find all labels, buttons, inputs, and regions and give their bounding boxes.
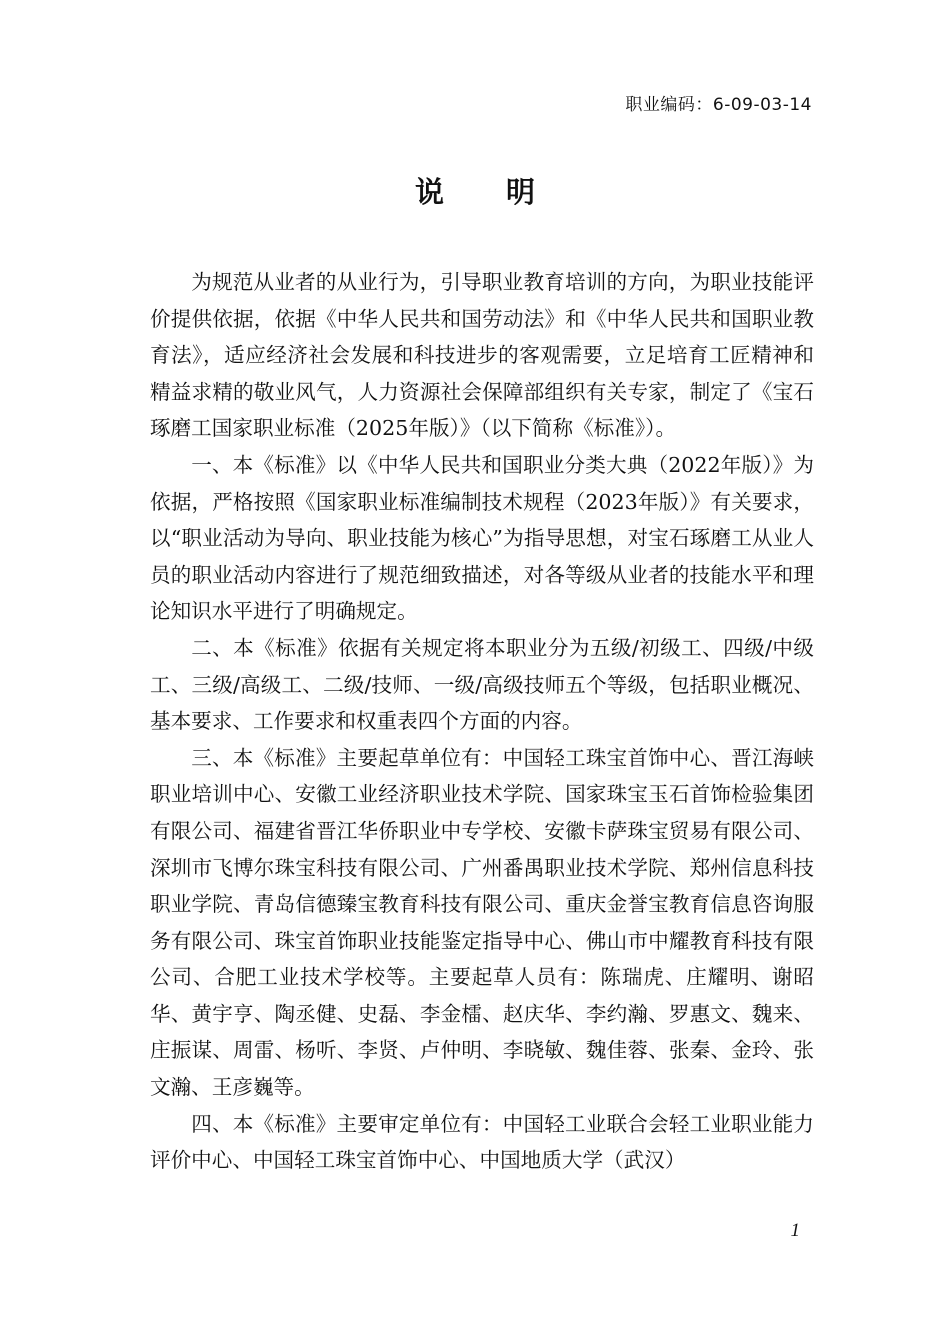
occupation-code: 职业编码：6-09-03-14 xyxy=(625,95,812,115)
page-title: 说明 xyxy=(414,175,597,209)
paragraph-four: 四、本《标准》主要审定单位有：中国轻工业联合会轻工业职业能力评价中心、中国轻工珠宝首饰中心、中国地质大学（武汉） xyxy=(150,1111,814,1173)
paragraph-two: 二、本《标准》依据有关规定将本职业分为五级/初级工、四级/中级工、三级/高级工、二级/技师、一级/高级技师五个等级，包括职业概况、基本要求、工作要求和权重表四个方面的内容。 xyxy=(150,635,814,734)
paragraph-one: 一、本《标准》以《中华人民共和国职业分类大典（2022年版）》为依据，严格按照《国家职业标准编制技术规程（2023年版）》有关要求，以“职业活动为导向、职业技能为核心”为指导思想，对宝石琢磨工从业人员的职业活动内容进行了规范细致描述，对各等级从业者的技能水平和理论知识水平进行了明确规定。 xyxy=(150,452,814,624)
body-text xyxy=(150,264,814,1179)
page-number: 1 xyxy=(790,1220,800,1241)
intro-paragraph: 为规范从业者的从业行为，引导职业教育培训的方向，为职业技能评价提供依据，依据《中华人民共和国劳动法》和《中华人民共和国职业教育法》，适应经济社会发展和科技进步的客观需要，立足培育工匠精神和精益求精的敬业风气，人力资源社会保障部组织有关专家，制定了《宝石琢磨工国家职业标准（2025年版）》（以下简称《标准》）。 xyxy=(150,270,814,441)
paragraph-three: 三、本《标准》主要起草单位有：中国轻工珠宝首饰中心、晋江海峡职业培训中心、安徽工业经济职业技术学院、国家珠宝玉石首饰检验集团有限公司、福建省晋江华侨职业中专学校、安徽卡萨珠宝贸易有限公司、深圳市飞博尔珠宝科技有限公司、广州番禺职业技术学院、郑州信息科技职业学院、青岛信德臻宝教育科技有限公司、重庆金誉宝教育信息咨询服务有限公司、珠宝首饰职业技能鉴定指导中心、佛山市中耀教育科技有限公司、合肥工业技术学校等。主要起草人员有：陈瑞虎、庄耀明、谢昭华、黄宇亨、陶丞健、史磊、李金檑、赵庆华、李约瀚、罗惠文、魏来、庄振谋、周雷、杨听、李贤、卢仲明、李晓敏、魏佳蓉、张秦、金玲、张文瀚、王彦巍等。 xyxy=(150,745,814,1100)
